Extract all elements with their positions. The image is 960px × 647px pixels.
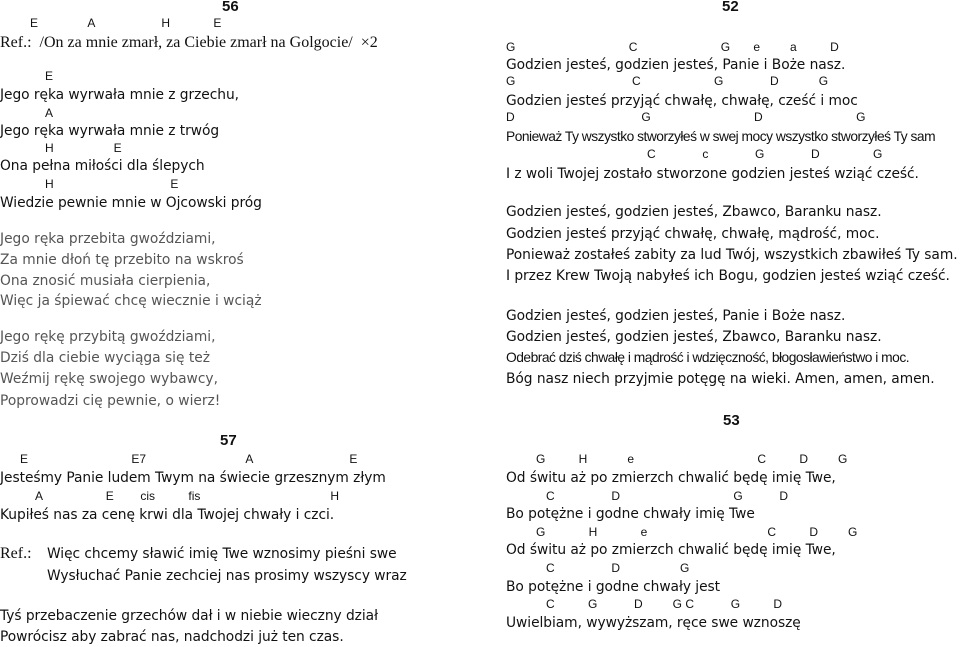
lyric-line: Jego ręka przebita gwoździami,	[0, 231, 216, 247]
lyric-line: Godzien jesteś, godzien jesteś, Panie i Boże nasz.	[506, 57, 846, 73]
lyric-line: Godzien jesteś przyjąć chwałę, chwałę, mądrość, moc.	[506, 226, 880, 242]
lyric-line: Bóg nasz niech przyjmie potęgę na wieki. Amen, amen, amen.	[506, 371, 935, 387]
lyric-line: Od świtu aż po zmierzch chwalić będę imię Twe,	[506, 542, 836, 558]
lyric-line: Godzien jesteś, godzien jesteś, Zbawco, Baranku nasz.	[506, 204, 882, 220]
lyric-line: Godzien jesteś, godzien jesteś, Zbawco, Baranku nasz.	[506, 329, 882, 345]
chord-line: G H e C D G	[536, 525, 858, 539]
lyric-line: Za mnie dłoń tę przebito na wskroś	[0, 252, 244, 268]
lyric-line: Jego ręka wyrwała mnie z trwóg	[0, 123, 220, 139]
chord-line: G C G e a D	[506, 40, 839, 54]
lyric-line: Od świtu aż po zmierzch chwalić będę imię Twe,	[506, 470, 836, 486]
song-number: 57	[220, 432, 237, 449]
lyric-line: Bo potężne i godne chwały jest	[506, 579, 721, 595]
right-page	[495, 0, 960, 647]
lyric-line: Tyś przebaczenie grzechów dał i w niebie wieczny dział	[0, 608, 378, 624]
lyric-line: Ponieważ zostałeś zabity za lud Twój, wszystkich zbawiłeś Ty sam.	[506, 247, 958, 263]
page-number: 56	[222, 0, 239, 15]
lyric-line: I z woli Twojej zostało stworzone godzien jesteś wziąć cześć.	[506, 166, 919, 182]
chord-line: A E cis fis H	[35, 489, 340, 503]
lyric-line: Odebrać dziś chwałę i mądrość i wdzięczność, błogosławieństwo i moc.	[506, 350, 910, 365]
song-number: 53	[723, 412, 740, 429]
chord-line: E	[45, 69, 54, 83]
lyric-line: Ona pełna miłości dla ślepych	[0, 158, 205, 174]
chord-line: H E	[45, 141, 122, 155]
lyric-line: Godzien jesteś, godzien jesteś, Panie i Boże nasz.	[506, 308, 846, 324]
lyric-line: Kupiłeś nas za cenę krwi dla Twojej chwały i czci.	[0, 507, 335, 523]
chord-line: D G D G	[506, 110, 866, 124]
chord-line: G H e C D G	[536, 452, 848, 466]
lyric-line: Ponieważ Ty wszystko stworzyłeś w swej mocy wszystko stworzyłeś Ty sam	[506, 129, 936, 144]
refrain-label: Ref.:	[0, 545, 32, 562]
refrain-label: Ref.: /On za mnie zmarł, za Ciebie zmarł na Golgocie/ ×2	[0, 34, 378, 51]
chord-line: A	[45, 106, 54, 120]
lyric-line: Ona znosić musiała cierpienia,	[0, 273, 211, 289]
chord-line: G C G D G	[506, 74, 829, 88]
chord-line: C c G D G	[647, 147, 883, 161]
lyric-line: Bo potężne i godne chwały imię Twe	[506, 506, 755, 522]
lyric-line: Wysłuchać Panie zechciej nas prosimy wszyscy wraz	[47, 568, 407, 584]
lyric-line: Więc ja śpiewać chcę wiecznie i wciąż	[0, 293, 262, 309]
lyric-line: Weźmij rękę swojego wybawcy,	[0, 371, 218, 387]
lyric-line: Więc chcemy sławić imię Twe wznosimy pieśni swe	[47, 546, 397, 562]
chord-line: H E	[45, 177, 179, 191]
lyric-line: Jego rękę przybitą gwoździami,	[0, 329, 216, 345]
lyric-line: Godzien jesteś przyjąć chwałę, chwałę, cześć i moc	[506, 93, 858, 109]
lyric-line: Jesteśmy Panie ludem Twym na świecie grzesznym złym	[0, 470, 386, 486]
chord-line: E E7 A E	[20, 452, 358, 466]
chord-line: C D G D	[546, 489, 789, 503]
lyric-line: Wiedzie pewnie mnie w Ojcowski próg	[0, 195, 262, 211]
page-number: 52	[722, 0, 739, 15]
lyric-line: Dziś dla ciebie wyciąga się też	[0, 350, 211, 366]
lyric-line: I przez Krew Twoją nabyłeś ich Bogu, godzien jesteś wziąć cześć.	[506, 268, 950, 284]
lyric-line: Jego ręka wyrwała mnie z grzechu,	[0, 87, 240, 103]
left-page	[0, 0, 470, 647]
lyric-line: Uwielbiam, wywyższam, ręce swe wznoszę	[506, 615, 801, 631]
lyric-line: Poprowadzi cię pewnie, o wierz!	[0, 393, 221, 409]
chord-line: E A H E	[30, 16, 222, 30]
chord-line: C G D G C G D	[546, 597, 783, 611]
chord-line: C D G	[546, 561, 690, 575]
lyric-line: Powrócisz aby zabrać nas, nadchodzi już ten czas.	[0, 629, 344, 645]
